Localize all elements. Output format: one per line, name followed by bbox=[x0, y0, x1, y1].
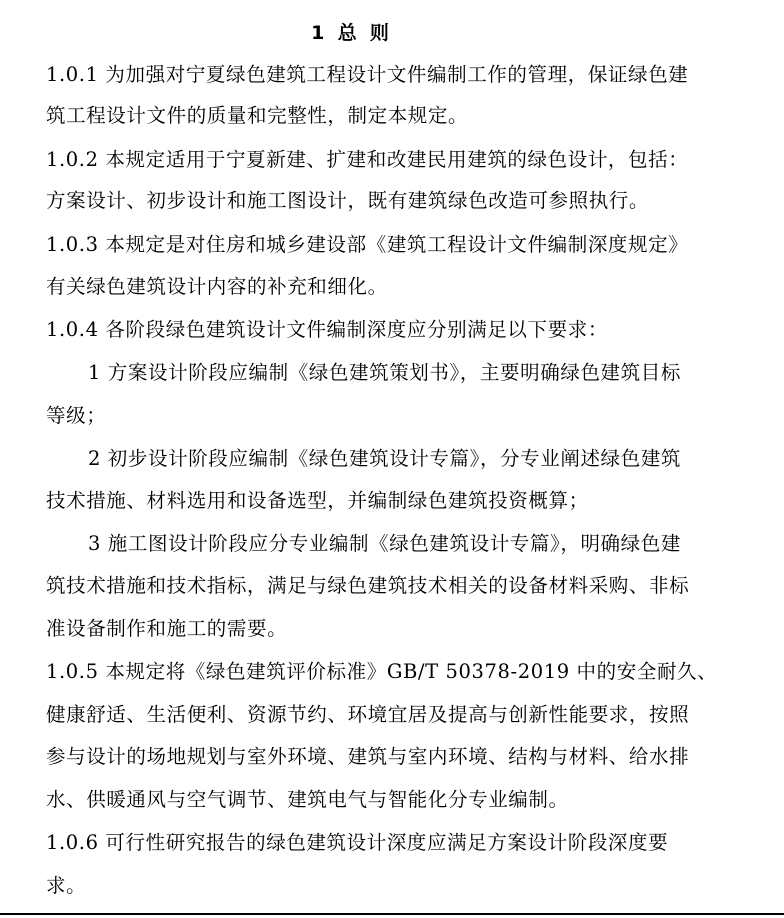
clause-1-0-1-line-1: 1.0.1 为加强对宁夏绿色建筑工程设计文件编制工作的管理，保证绿色建 bbox=[46, 63, 689, 86]
clause-1-0-3-line-1: 1.0.3 本规定是对住房和城乡建设部《建筑工程设计文件编制深度规定》 bbox=[46, 233, 689, 256]
item-3-line-3: 准设备制作和施工的需要。 bbox=[46, 617, 288, 640]
item-1-line-1: 1 方案设计阶段应编制《绿色建筑策划书》，主要明确绿色建筑目标 bbox=[88, 361, 681, 384]
item-2-line-1: 2 初步设计阶段应编制《绿色建筑设计专篇》，分专业阐述绿色建筑 bbox=[88, 447, 681, 470]
clause-1-0-2-line-2: 方案设计、初步设计和施工图设计，既有建筑绿色改造可参照执行。 bbox=[46, 189, 650, 212]
clause-1-0-4-line-1: 1.0.4 各阶段绿色建筑设计文件编制深度应分别满足以下要求： bbox=[46, 318, 608, 341]
clause-1-0-6-line-2: 求。 bbox=[46, 874, 87, 897]
item-1-line-2: 等级； bbox=[46, 404, 107, 427]
section-title: 1 总 则 bbox=[311, 22, 389, 44]
item-3-line-2: 筑技术措施和技术指标，满足与绿色建筑技术相关的设备材料采购、非标 bbox=[46, 574, 690, 597]
clause-1-0-5-line-1: 1.0.5 本规定将《绿色建筑评价标准》GB/T 50378-2019 中的安全耐久、 bbox=[46, 660, 718, 683]
clause-1-0-3-line-2: 有关绿色建筑设计内容的补充和细化。 bbox=[46, 275, 388, 298]
clause-1-0-1-line-2: 筑工程设计文件的质量和完整性，制定本规定。 bbox=[46, 104, 469, 127]
clause-1-0-2-line-1: 1.0.2 本规定适用于宁夏新建、扩建和改建民用建筑的绿色设计，包括： bbox=[46, 148, 689, 171]
item-3-line-1: 3 施工图设计阶段应分专业编制《绿色建筑设计专篇》，明确绿色建 bbox=[88, 532, 681, 555]
clause-1-0-5-line-2: 健康舒适、生活便利、资源节约、环境宜居及提高与创新性能要求，按照 bbox=[46, 703, 690, 726]
bottom-rule bbox=[0, 913, 784, 915]
clause-1-0-5-line-3: 参与设计的场地规划与室外环境、建筑与室内环境、结构与材料、给水排 bbox=[46, 745, 690, 768]
clause-1-0-5-line-4: 水、供暖通风与空气调节、建筑电气与智能化分专业编制。 bbox=[46, 788, 569, 811]
clause-1-0-6-line-1: 1.0.6 可行性研究报告的绿色建筑设计深度应满足方案设计阶段深度要 bbox=[46, 831, 669, 854]
item-2-line-2: 技术措施、材料选用和设备选型，并编制绿色建筑投资概算； bbox=[46, 489, 589, 512]
